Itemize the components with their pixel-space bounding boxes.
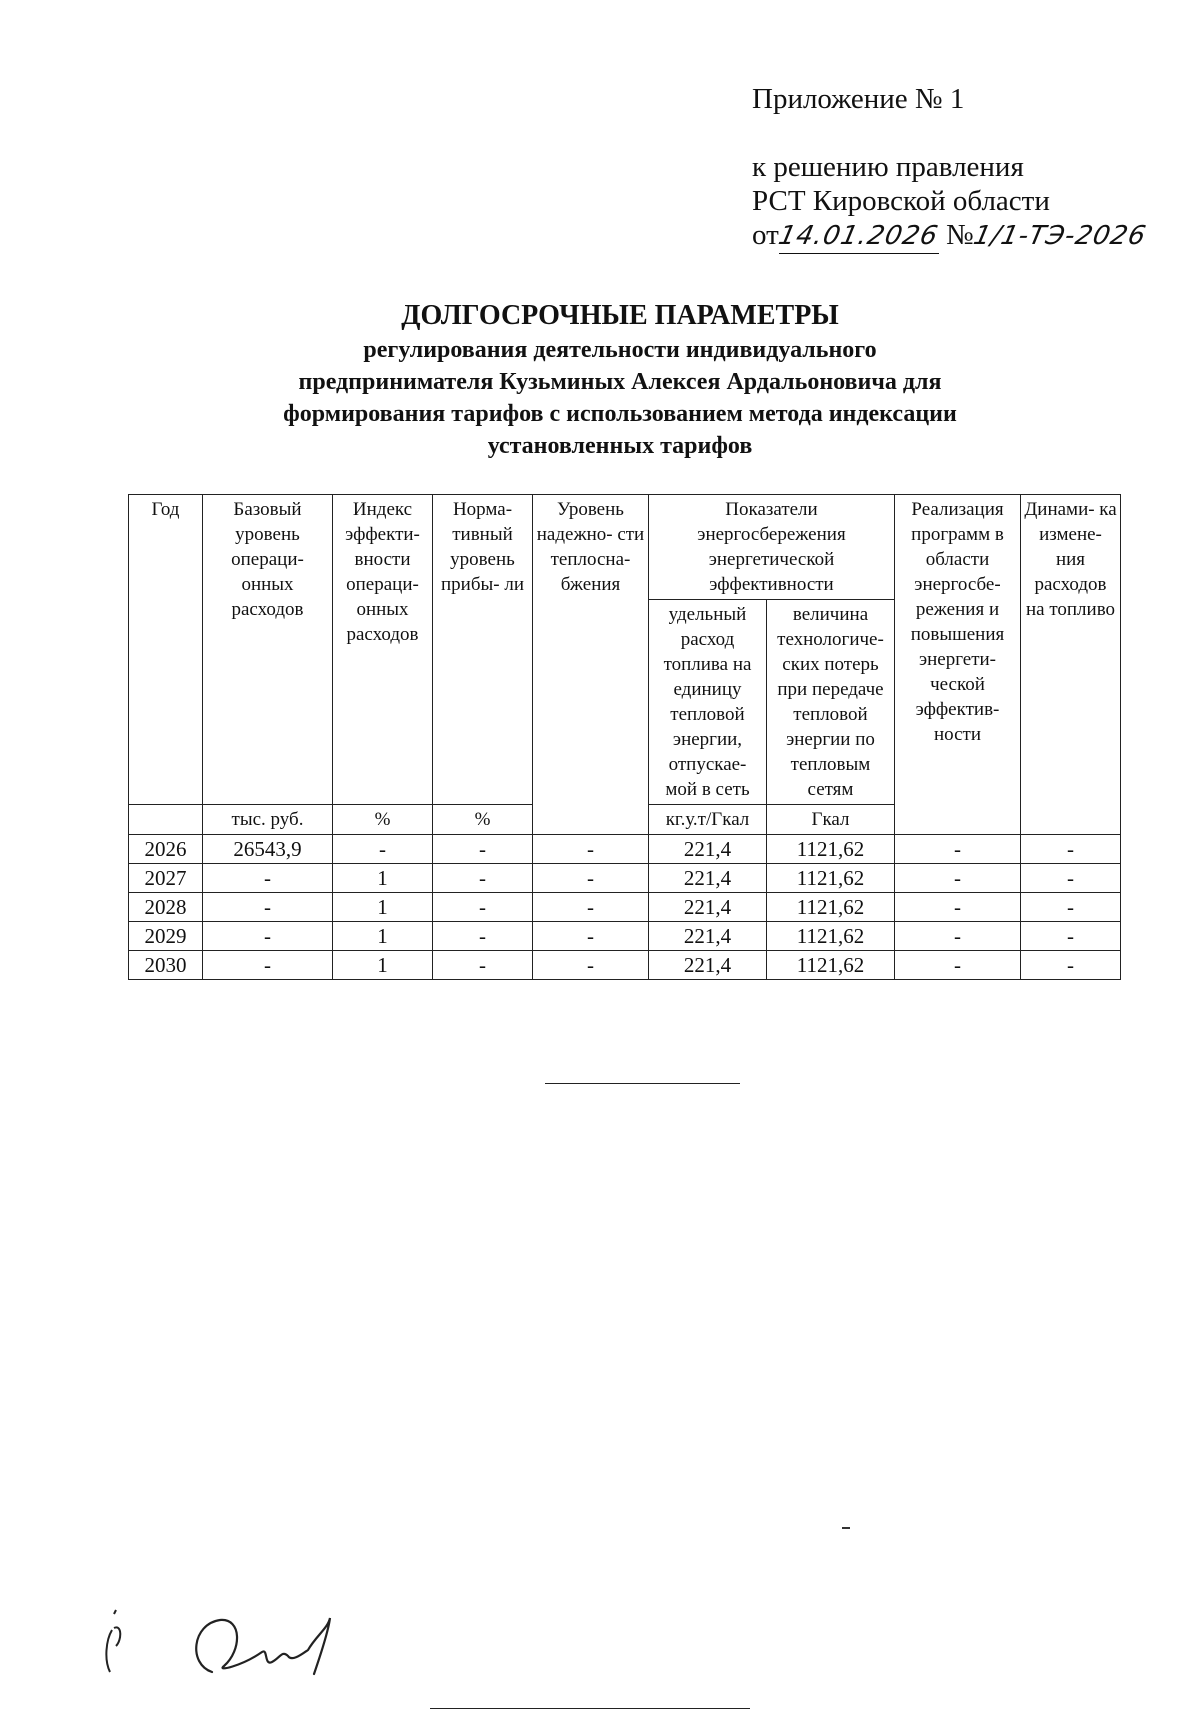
table-row: [129, 922, 1121, 951]
header-energy-programs: Реализация программ в области энергосбе- режения и повышения энергети- ческой эффектив- ности: [895, 495, 1021, 835]
cell-base: -: [203, 951, 333, 980]
cell-fuel: 221,4: [649, 922, 767, 951]
attachment-block: [752, 82, 1149, 254]
attachment-title: Приложение № 1: [752, 83, 965, 115]
cell-losses: 1121,62: [767, 922, 895, 951]
cell-base: -: [203, 864, 333, 893]
cell-programs: -: [895, 893, 1021, 922]
handwritten-number-field: [970, 218, 1149, 253]
table-row: [129, 893, 1121, 922]
cell-reliability: -: [533, 922, 649, 951]
header-fuel-dynamics: Динами- ка измене- ния расходов на топливо: [1021, 495, 1121, 835]
document-heading: [180, 298, 1060, 462]
cell-losses: 1121,62: [767, 893, 895, 922]
cell-efficiency: -: [333, 835, 433, 864]
unit-efficiency: %: [333, 805, 433, 835]
cell-fuel-dynamics: -: [1021, 922, 1121, 951]
unit-heat-losses: Гкал: [767, 805, 895, 835]
unit-base-opex: тыс. руб.: [203, 805, 333, 835]
cell-profit: -: [433, 893, 533, 922]
parameters-table: [128, 494, 1121, 980]
cell-year: 2028: [129, 893, 203, 922]
number-prefix: №: [946, 219, 974, 251]
signature-mark: [92, 1600, 372, 1690]
cell-base: 26543,9: [203, 835, 333, 864]
cell-fuel-dynamics: -: [1021, 951, 1121, 980]
table-row: [129, 864, 1121, 893]
unit-year: [129, 805, 203, 835]
cell-year: 2026: [129, 835, 203, 864]
cell-efficiency: 1: [333, 922, 433, 951]
cell-fuel-dynamics: -: [1021, 835, 1121, 864]
from-prefix: от: [752, 219, 779, 251]
header-energy-group: Показатели энергосбережения энергетической эффективности: [649, 495, 895, 600]
spacer: [752, 116, 1124, 150]
heading-subtitle-1: регулирования деятельности индивидуального: [363, 337, 877, 363]
heading-subtitle-2: предпринимателя Кузьминых Алексея Ардальоновича для: [298, 369, 942, 395]
handwritten-date-field: [776, 218, 942, 254]
scan-speck: [842, 1527, 850, 1529]
table-row: [129, 835, 1121, 864]
header-fuel-rate: удельный расход топлива на единицу тепловой энергии, отпускае- мой в сеть: [649, 600, 767, 805]
cell-year: 2030: [129, 951, 203, 980]
cell-base: -: [203, 893, 333, 922]
handwritten-date: 14.01.2026: [776, 221, 942, 251]
cell-losses: 1121,62: [767, 835, 895, 864]
header-year: Год: [129, 495, 203, 805]
heading-subtitle-4: установленных тарифов: [487, 433, 753, 459]
attachment-line-3: [752, 218, 1149, 254]
cell-efficiency: 1: [333, 951, 433, 980]
cell-year: 2027: [129, 864, 203, 893]
cell-profit: -: [433, 951, 533, 980]
attachment-line-2: РСТ Кировской области: [752, 185, 1050, 217]
end-divider: [545, 1083, 740, 1084]
attachment-line-1: к решению правления: [752, 151, 1024, 183]
header-reliability: Уровень надежно- сти теплосна- бжения: [533, 495, 649, 835]
cell-reliability: -: [533, 864, 649, 893]
unit-profit: %: [433, 805, 533, 835]
cell-fuel: 221,4: [649, 893, 767, 922]
cell-fuel: 221,4: [649, 835, 767, 864]
cell-efficiency: 1: [333, 864, 433, 893]
cell-fuel-dynamics: -: [1021, 893, 1121, 922]
heading-subtitle-3: формирования тарифов с использованием метода индексации: [283, 401, 957, 427]
cell-programs: -: [895, 864, 1021, 893]
header-base-opex: Базовый уровень операци- онных расходов: [203, 495, 333, 805]
table-row: [129, 951, 1121, 980]
cell-base: -: [203, 922, 333, 951]
cell-profit: -: [433, 922, 533, 951]
cell-losses: 1121,62: [767, 864, 895, 893]
cell-year: 2029: [129, 922, 203, 951]
cell-reliability: -: [533, 951, 649, 980]
cell-programs: -: [895, 951, 1021, 980]
bottom-divider: [430, 1708, 750, 1709]
header-heat-losses: величина технологиче- ских потерь при передаче тепловой энергии по тепловым сетям: [767, 600, 895, 805]
cell-reliability: -: [533, 835, 649, 864]
header-efficiency-index: Индекс эффекти- вности операци- онных расходов: [333, 495, 433, 805]
cell-efficiency: 1: [333, 893, 433, 922]
cell-profit: -: [433, 835, 533, 864]
cell-profit: -: [433, 864, 533, 893]
cell-reliability: -: [533, 893, 649, 922]
cell-fuel: 221,4: [649, 864, 767, 893]
cell-fuel: 221,4: [649, 951, 767, 980]
header-normative-profit: Норма- тивный уровень прибы- ли: [433, 495, 533, 805]
heading-title: ДОЛГОСРОЧНЫЕ ПАРАМЕТРЫ: [401, 300, 839, 331]
cell-fuel-dynamics: -: [1021, 864, 1121, 893]
cell-losses: 1121,62: [767, 951, 895, 980]
handwritten-number: 1/1-ТЭ-2026: [970, 221, 1149, 251]
cell-programs: -: [895, 922, 1021, 951]
cell-programs: -: [895, 835, 1021, 864]
unit-fuel-rate: кг.у.т/Гкал: [649, 805, 767, 835]
